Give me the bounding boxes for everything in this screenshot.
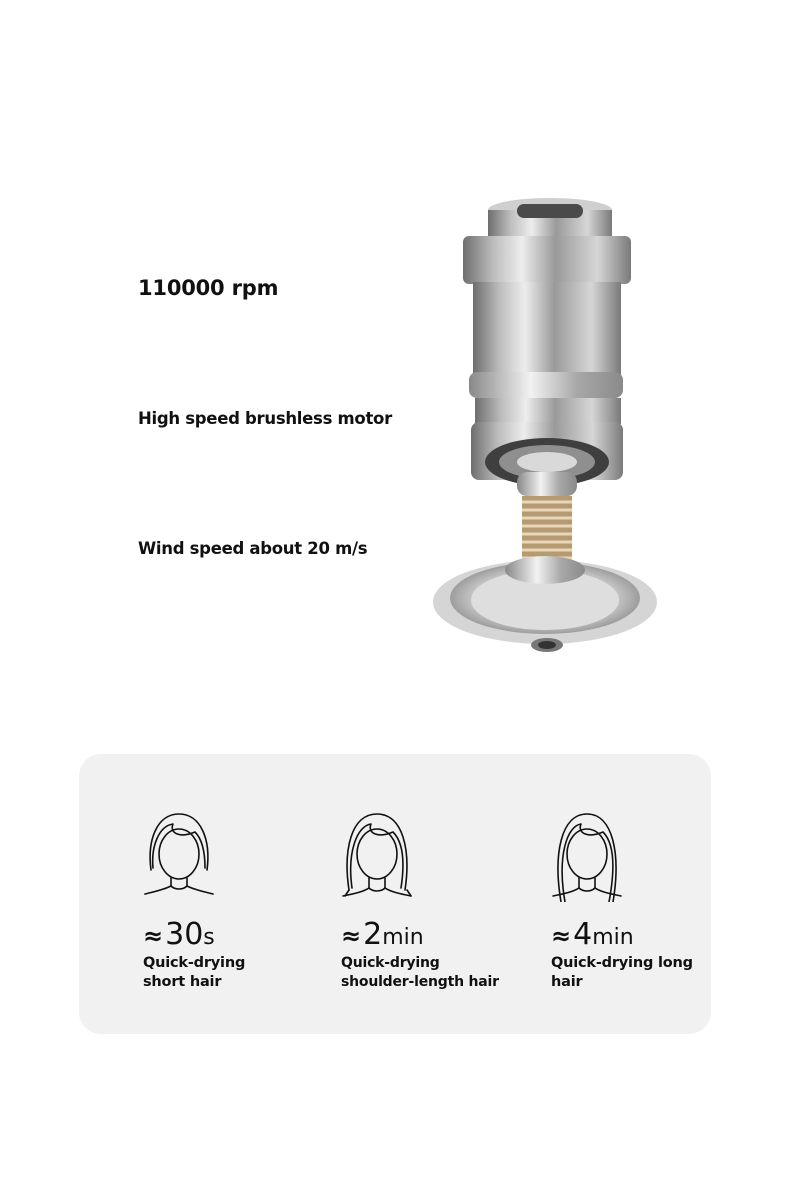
shoulder-hair-face-icon bbox=[341, 810, 413, 902]
drying-description: Quick-drying short hair bbox=[143, 955, 246, 990]
short-hair-face-icon bbox=[143, 810, 215, 902]
brushless-motor-illustration bbox=[425, 190, 665, 670]
motor-spec: High speed brushless motor bbox=[138, 409, 392, 428]
drying-description: Quick-drying long hair bbox=[551, 955, 693, 990]
rpm-spec: 110000 rpm bbox=[138, 276, 279, 300]
drying-time: ≈2min bbox=[341, 917, 424, 952]
drying-description: Quick-drying shoulder-length hair bbox=[341, 955, 499, 990]
wind-speed-spec: Wind speed about 20 m/s bbox=[138, 539, 368, 558]
drying-time-card bbox=[79, 754, 711, 1034]
drying-time: ≈4min bbox=[551, 917, 634, 952]
long-hair-face-icon bbox=[551, 810, 623, 902]
drying-time: ≈30s bbox=[143, 917, 215, 952]
